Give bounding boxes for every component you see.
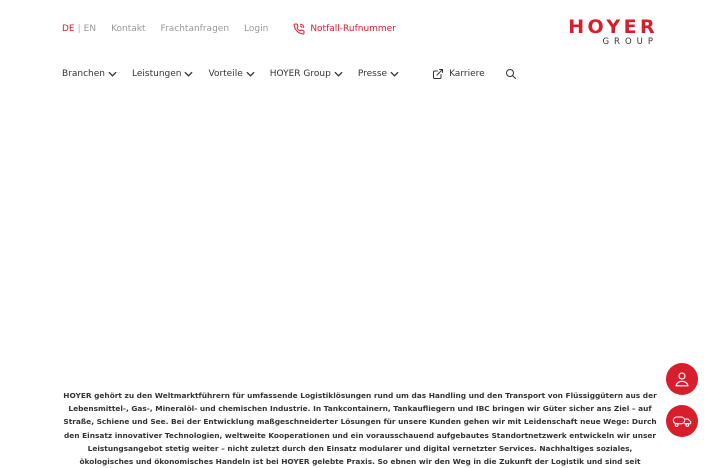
frachtanfragen-link[interactable]: Frachtanfragen	[160, 24, 230, 34]
nav-hoyer-group[interactable]	[270, 69, 343, 79]
main-navigation	[62, 67, 517, 81]
search-button[interactable]	[505, 68, 517, 80]
karriere-label: Karriere	[449, 69, 485, 79]
search-icon	[505, 68, 517, 80]
login-link[interactable]: Login	[244, 24, 269, 34]
nav-presse[interactable]	[358, 69, 399, 79]
logo-wordmark: HOYER	[568, 16, 658, 38]
lang-en[interactable]: EN	[83, 24, 97, 34]
intro-text: HOYER gehört zu den Weltmarktführern für umfassende Logistiklösungen rund um das Handling und den Transport von Flüssiggütern aus der Lebensmittel-, Gas-, Mineralöl- und chemischen Industrie. In Tankcontainern, Tankaufliegern und IBC bringen wir Güter sicher ans Ziel – auf Straße, Schiene und See. Bei der Entwicklung maßgeschneiderter Lösungen für unsere Kunden gehen wir mit Leidenschaft neue Wege: Durch den Einsatz innovativer Technologien, weltweite Kooperationen und ein vorausschauend aufgebautes Standortnetzwerk entwickeln wir unser Leistungsangebot stetig weiter – nicht zuletzt durch den Einsatz modularer und digital vernetzter Services. Nachhaltiges soziales, ökologisches und ökonomisches Handeln ist bei HOYER gelebte Praxis. So ebnen wir den Weg in die Zukunft der Logistik und sind seit	[63, 391, 657, 467]
phone-icon	[293, 23, 305, 35]
nav-label: HOYER Group	[269, 69, 331, 79]
lang-de[interactable]: DE	[62, 24, 75, 34]
top-links	[111, 24, 283, 34]
language-switcher	[62, 24, 96, 34]
karriere-link[interactable]	[432, 68, 485, 80]
chevron-down-icon	[334, 71, 343, 77]
emergency-label: Notfall-Rufnummer	[310, 24, 396, 34]
logo-subline: GROUP	[602, 37, 658, 47]
kontakt-link[interactable]: Kontakt	[111, 24, 146, 34]
truck-icon	[672, 414, 692, 428]
person-icon	[673, 370, 691, 388]
nav-label: Leistungen	[132, 69, 182, 79]
nav-vorteile[interactable]	[208, 69, 254, 79]
lang-separator: |	[77, 24, 81, 34]
external-link-icon	[432, 68, 444, 80]
chevron-down-icon	[108, 71, 117, 77]
nav-label: Presse	[357, 69, 388, 79]
chevron-down-icon	[184, 71, 193, 77]
chevron-down-icon	[246, 71, 255, 77]
top-bar	[62, 21, 396, 37]
chevron-down-icon	[390, 71, 399, 77]
emergency-hotline-link[interactable]	[293, 23, 396, 35]
freight-request-button[interactable]	[666, 405, 698, 437]
nav-label: Branchen	[62, 69, 105, 79]
contact-person-button[interactable]	[666, 363, 698, 395]
nav-label: Vorteile	[208, 69, 243, 79]
hoyer-group-logo[interactable]	[528, 18, 658, 48]
nav-leistungen[interactable]	[132, 69, 193, 79]
nav-branchen[interactable]	[62, 69, 117, 79]
